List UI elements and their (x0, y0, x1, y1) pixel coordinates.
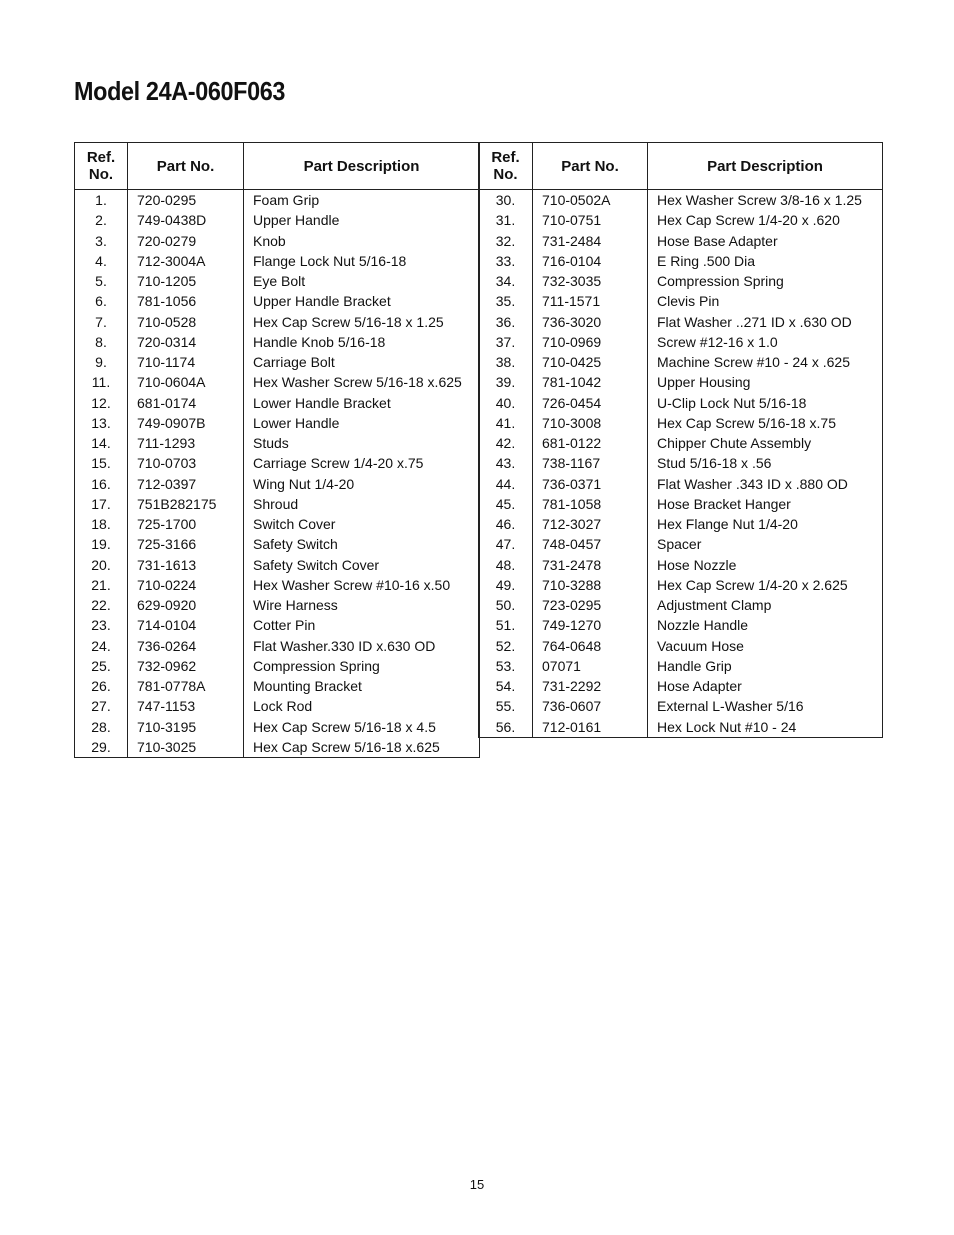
ref-no-cell: 18. (75, 514, 128, 534)
ref-no-cell: 26. (75, 676, 128, 696)
part-no-cell: 712-3027 (533, 514, 648, 534)
part-no-cell: 781-0778A (128, 676, 244, 696)
ref-no-cell: 44. (479, 474, 533, 494)
part-no-cell: 726-0454 (533, 393, 648, 413)
ref-no-cell: 19. (75, 534, 128, 554)
ref-no-cell: 21. (75, 575, 128, 595)
part-no-cell: 748-0457 (533, 534, 648, 554)
part-description-cell: Hex Cap Screw 1/4-20 x .620 (648, 210, 883, 230)
ref-no-header-label: Ref. No. (491, 149, 520, 183)
table-row (479, 210, 883, 230)
ref-no-cell: 17. (75, 494, 128, 514)
part-no-cell: 720-0314 (128, 332, 244, 352)
part-description-cell: Chipper Chute Assembly (648, 433, 883, 453)
part-description-cell: Handle Grip (648, 656, 883, 676)
part-no-cell: 731-1613 (128, 555, 244, 575)
page-number: 15 (469, 1177, 485, 1192)
ref-no-cell: 22. (75, 595, 128, 615)
ref-no-cell: 23. (75, 615, 128, 635)
ref-no-cell: 5. (75, 271, 128, 291)
part-description-header: Part Description (648, 143, 883, 190)
ref-no-cell: 38. (479, 352, 533, 372)
part-no-cell: 710-1205 (128, 271, 244, 291)
table-row (479, 474, 883, 494)
part-no-cell: 731-2484 (533, 231, 648, 251)
ref-no-cell: 28. (75, 717, 128, 737)
part-description-cell: Safety Switch (244, 534, 480, 554)
part-description-cell: Hose Bracket Hanger (648, 494, 883, 514)
table-row (75, 575, 480, 595)
table-row (479, 676, 883, 696)
part-no-cell: 725-1700 (128, 514, 244, 534)
ref-no-cell: 37. (479, 332, 533, 352)
part-no-cell: 736-3020 (533, 312, 648, 332)
ref-no-cell: 54. (479, 676, 533, 696)
ref-no-cell: 13. (75, 413, 128, 433)
part-no-cell: 710-0604A (128, 372, 244, 392)
part-no-cell: 711-1571 (533, 291, 648, 311)
table-row (75, 332, 480, 352)
ref-no-cell: 3. (75, 231, 128, 251)
part-description-cell: Hex Washer Screw #10-16 x.50 (244, 575, 480, 595)
part-no-cell: 736-0371 (533, 474, 648, 494)
ref-no-cell: 6. (75, 291, 128, 311)
table-row (75, 656, 480, 676)
table-row (75, 291, 480, 311)
part-description-cell: Wire Harness (244, 595, 480, 615)
part-description-cell: Eye Bolt (244, 271, 480, 291)
part-no-cell: 732-0962 (128, 656, 244, 676)
ref-no-cell: 40. (479, 393, 533, 413)
ref-no-cell: 15. (75, 453, 128, 473)
ref-no-cell: 34. (479, 271, 533, 291)
part-no-cell: 725-3166 (128, 534, 244, 554)
ref-no-cell: 16. (75, 474, 128, 494)
table-row (75, 372, 480, 392)
part-no-cell: 720-0279 (128, 231, 244, 251)
part-description-cell: Hex Cap Screw 5/16-18 x 1.25 (244, 312, 480, 332)
table-row (75, 737, 480, 758)
table-row (479, 190, 883, 211)
part-description-cell: Compression Spring (244, 656, 480, 676)
table-row (479, 514, 883, 534)
part-no-cell: 710-0502A (533, 190, 648, 211)
part-no-cell: 710-0425 (533, 352, 648, 372)
ref-no-cell: 2. (75, 210, 128, 230)
ref-no-cell: 35. (479, 291, 533, 311)
ref-no-cell: 20. (75, 555, 128, 575)
part-no-cell: 723-0295 (533, 595, 648, 615)
part-no-cell: 710-0224 (128, 575, 244, 595)
ref-no-cell: 25. (75, 656, 128, 676)
part-description-cell: Upper Handle (244, 210, 480, 230)
table-row (75, 615, 480, 635)
part-no-cell: 781-1056 (128, 291, 244, 311)
table-row (479, 372, 883, 392)
table-row (75, 636, 480, 656)
part-description-cell: Switch Cover (244, 514, 480, 534)
table-row (75, 231, 480, 251)
table-row (479, 332, 883, 352)
part-description-cell: Lock Rod (244, 696, 480, 716)
part-no-cell: 738-1167 (533, 453, 648, 473)
table-row (75, 494, 480, 514)
table-row (75, 433, 480, 453)
part-no-cell: 749-1270 (533, 615, 648, 635)
ref-no-cell: 36. (479, 312, 533, 332)
table-row (75, 717, 480, 737)
ref-no-cell: 4. (75, 251, 128, 271)
table-row (479, 494, 883, 514)
table-row (75, 474, 480, 494)
ref-no-cell: 46. (479, 514, 533, 534)
part-no-cell: 731-2478 (533, 555, 648, 575)
parts-table-right (478, 142, 883, 738)
ref-no-cell: 33. (479, 251, 533, 271)
ref-no-header (75, 143, 128, 190)
part-description-cell: E Ring .500 Dia (648, 251, 883, 271)
part-description-cell: Upper Housing (648, 372, 883, 392)
part-description-cell: Lower Handle (244, 413, 480, 433)
ref-no-cell: 7. (75, 312, 128, 332)
table-row (479, 352, 883, 372)
part-description-cell: Wing Nut 1/4-20 (244, 474, 480, 494)
part-description-cell: U-Clip Lock Nut 5/16-18 (648, 393, 883, 413)
table-header-row (75, 143, 480, 190)
table-row (75, 312, 480, 332)
part-description-header: Part Description (244, 143, 480, 190)
ref-no-cell: 48. (479, 555, 533, 575)
part-description-cell: Vacuum Hose (648, 636, 883, 656)
table-row (479, 534, 883, 554)
part-description-cell: Screw #12-16 x 1.0 (648, 332, 883, 352)
ref-no-cell: 43. (479, 453, 533, 473)
part-description-cell: Hex Cap Screw 5/16-18 x.75 (648, 413, 883, 433)
part-description-cell: Hex Cap Screw 1/4-20 x 2.625 (648, 575, 883, 595)
table-row (75, 393, 480, 413)
table-row (479, 251, 883, 271)
table-row (479, 453, 883, 473)
part-description-cell: Flat Washer ..271 ID x .630 OD (648, 312, 883, 332)
part-description-cell: Clevis Pin (648, 291, 883, 311)
part-description-cell: Hex Cap Screw 5/16-18 x.625 (244, 737, 480, 758)
part-description-cell: Hex Washer Screw 3/8-16 x 1.25 (648, 190, 883, 211)
part-description-cell: Lower Handle Bracket (244, 393, 480, 413)
part-description-cell: Flange Lock Nut 5/16-18 (244, 251, 480, 271)
table-row (479, 312, 883, 332)
table-row (479, 291, 883, 311)
ref-no-cell: 45. (479, 494, 533, 514)
table-row (75, 555, 480, 575)
ref-no-cell: 9. (75, 352, 128, 372)
part-no-header: Part No. (128, 143, 244, 190)
table-row (479, 413, 883, 433)
part-description-cell: Safety Switch Cover (244, 555, 480, 575)
ref-no-cell: 42. (479, 433, 533, 453)
table-row (479, 393, 883, 413)
table-row (75, 453, 480, 473)
ref-no-cell: 41. (479, 413, 533, 433)
part-description-cell: External L-Washer 5/16 (648, 696, 883, 716)
table-row (479, 696, 883, 716)
table-row (479, 615, 883, 635)
part-description-cell: Hex Washer Screw 5/16-18 x.625 (244, 372, 480, 392)
part-description-cell: Carriage Screw 1/4-20 x.75 (244, 453, 480, 473)
part-no-cell: 681-0122 (533, 433, 648, 453)
ref-no-cell: 53. (479, 656, 533, 676)
table-row (75, 271, 480, 291)
ref-no-cell: 55. (479, 696, 533, 716)
table-row (75, 190, 480, 211)
table-row (75, 514, 480, 534)
ref-no-cell: 47. (479, 534, 533, 554)
parts-table-left-body (75, 190, 480, 758)
table-row (75, 251, 480, 271)
ref-no-cell: 56. (479, 717, 533, 738)
part-no-cell: 716-0104 (533, 251, 648, 271)
table-row (479, 656, 883, 676)
part-no-cell: 781-1042 (533, 372, 648, 392)
part-no-cell: 736-0607 (533, 696, 648, 716)
part-description-cell: Cotter Pin (244, 615, 480, 635)
ref-no-cell: 32. (479, 231, 533, 251)
part-description-cell: Hose Nozzle (648, 555, 883, 575)
part-description-cell: Handle Knob 5/16-18 (244, 332, 480, 352)
table-row (479, 636, 883, 656)
ref-no-cell: 52. (479, 636, 533, 656)
part-no-cell: 749-0438D (128, 210, 244, 230)
table-row (75, 696, 480, 716)
part-no-cell: 749-0907B (128, 413, 244, 433)
part-description-cell: Flat Washer.330 ID x.630 OD (244, 636, 480, 656)
part-no-cell: 07071 (533, 656, 648, 676)
ref-no-cell: 29. (75, 737, 128, 758)
table-row (75, 676, 480, 696)
ref-no-cell: 39. (479, 372, 533, 392)
table-row (75, 413, 480, 433)
table-row (479, 433, 883, 453)
parts-table-left (74, 142, 480, 758)
part-description-cell: Shroud (244, 494, 480, 514)
part-description-cell: Mounting Bracket (244, 676, 480, 696)
part-description-cell: Adjustment Clamp (648, 595, 883, 615)
part-description-cell: Upper Handle Bracket (244, 291, 480, 311)
part-description-cell: Foam Grip (244, 190, 480, 211)
part-no-cell: 710-0703 (128, 453, 244, 473)
page-title: Model 24A-060F063 (74, 76, 286, 106)
ref-no-header-label: Ref. No. (86, 149, 116, 183)
table-row (479, 717, 883, 738)
part-no-cell: 720-0295 (128, 190, 244, 211)
table-row (479, 575, 883, 595)
part-no-cell: 764-0648 (533, 636, 648, 656)
ref-no-cell: 11. (75, 372, 128, 392)
part-no-cell: 710-1174 (128, 352, 244, 372)
table-header-row (479, 143, 883, 190)
part-no-cell: 712-0161 (533, 717, 648, 738)
ref-no-cell: 27. (75, 696, 128, 716)
part-no-cell: 781-1058 (533, 494, 648, 514)
table-row (479, 271, 883, 291)
part-description-cell: Hex Cap Screw 5/16-18 x 4.5 (244, 717, 480, 737)
part-no-cell: 731-2292 (533, 676, 648, 696)
part-no-cell: 711-1293 (128, 433, 244, 453)
ref-no-cell: 51. (479, 615, 533, 635)
part-description-cell: Hose Base Adapter (648, 231, 883, 251)
part-no-cell: 710-3195 (128, 717, 244, 737)
part-no-cell: 710-0969 (533, 332, 648, 352)
part-description-cell: Spacer (648, 534, 883, 554)
table-row (479, 555, 883, 575)
table-row (479, 231, 883, 251)
part-no-cell: 714-0104 (128, 615, 244, 635)
table-row (75, 210, 480, 230)
part-no-cell: 710-0528 (128, 312, 244, 332)
part-description-cell: Hose Adapter (648, 676, 883, 696)
part-no-header: Part No. (533, 143, 648, 190)
ref-no-cell: 49. (479, 575, 533, 595)
table-row (75, 534, 480, 554)
ref-no-cell: 14. (75, 433, 128, 453)
part-no-cell: 710-3008 (533, 413, 648, 433)
part-description-cell: Compression Spring (648, 271, 883, 291)
part-description-cell: Hex Flange Nut 1/4-20 (648, 514, 883, 534)
part-description-cell: Flat Washer .343 ID x .880 OD (648, 474, 883, 494)
part-no-cell: 747-1153 (128, 696, 244, 716)
parts-table-right-body (479, 190, 883, 738)
ref-no-header (479, 143, 533, 190)
part-no-cell: 629-0920 (128, 595, 244, 615)
part-description-cell: Nozzle Handle (648, 615, 883, 635)
ref-no-cell: 1. (75, 190, 128, 211)
ref-no-cell: 12. (75, 393, 128, 413)
ref-no-cell: 50. (479, 595, 533, 615)
part-no-cell: 732-3035 (533, 271, 648, 291)
ref-no-cell: 8. (75, 332, 128, 352)
ref-no-cell: 30. (479, 190, 533, 211)
part-description-cell: Knob (244, 231, 480, 251)
ref-no-cell: 24. (75, 636, 128, 656)
part-description-cell: Stud 5/16-18 x .56 (648, 453, 883, 473)
table-row (75, 352, 480, 372)
part-no-cell: 736-0264 (128, 636, 244, 656)
table-row (75, 595, 480, 615)
part-description-cell: Hex Lock Nut #10 - 24 (648, 717, 883, 738)
ref-no-cell: 31. (479, 210, 533, 230)
part-no-cell: 710-3025 (128, 737, 244, 758)
part-description-cell: Machine Screw #10 - 24 x .625 (648, 352, 883, 372)
part-no-cell: 712-3004A (128, 251, 244, 271)
part-description-cell: Studs (244, 433, 480, 453)
part-no-cell: 710-3288 (533, 575, 648, 595)
part-no-cell: 681-0174 (128, 393, 244, 413)
part-description-cell: Carriage Bolt (244, 352, 480, 372)
table-row (479, 595, 883, 615)
part-no-cell: 751B282175 (128, 494, 244, 514)
part-no-cell: 710-0751 (533, 210, 648, 230)
part-no-cell: 712-0397 (128, 474, 244, 494)
